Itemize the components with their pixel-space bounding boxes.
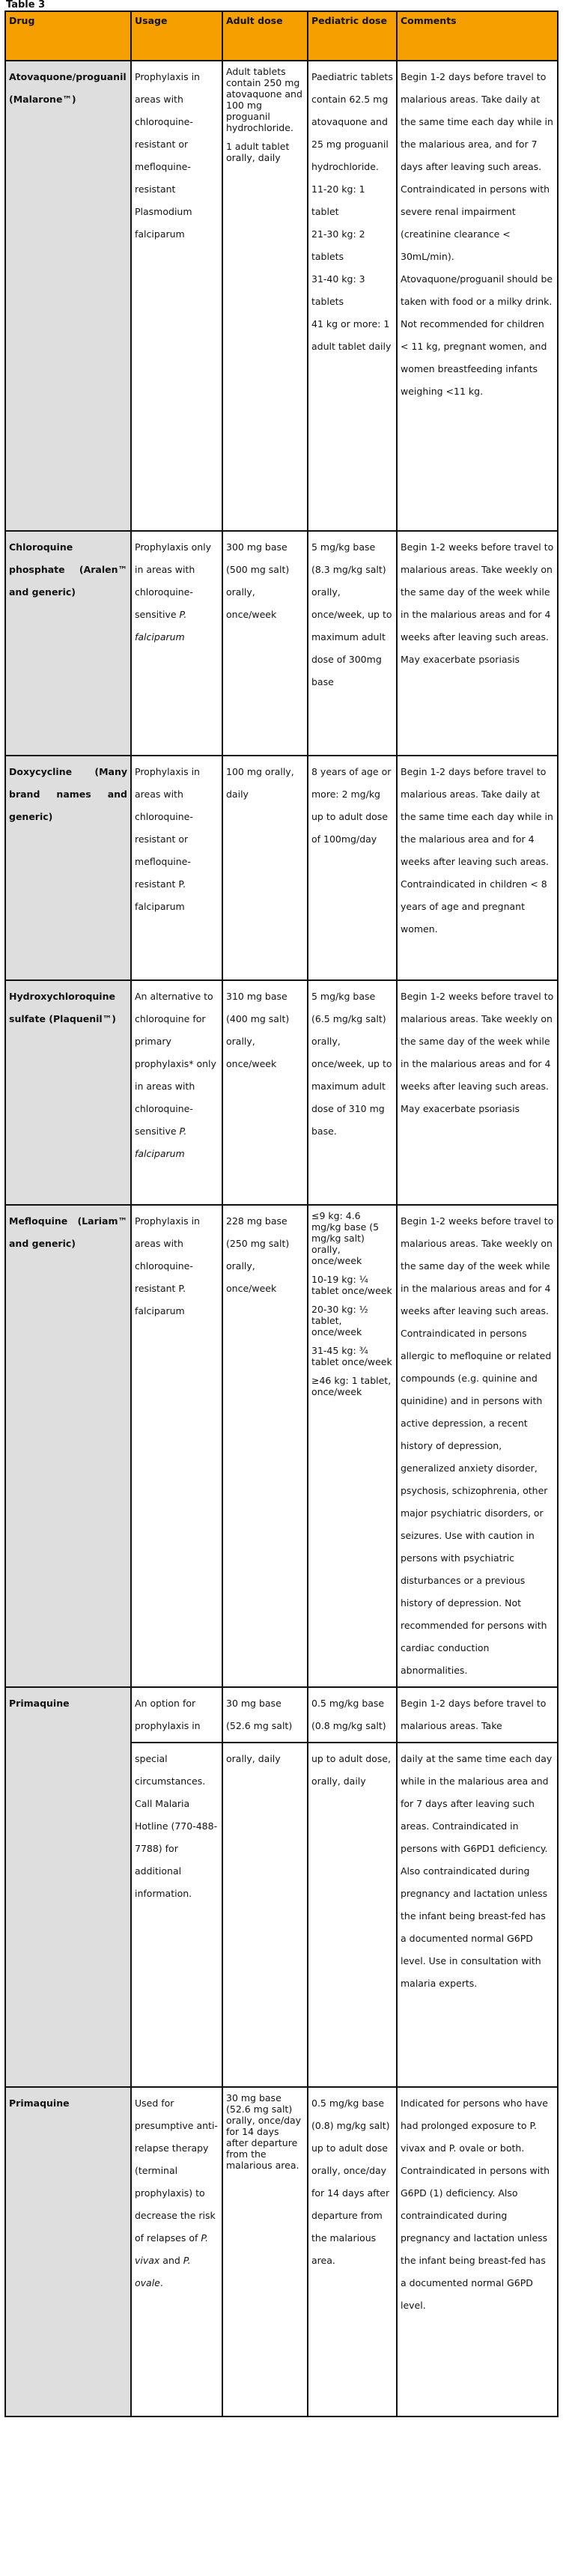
pediatric-dose-text: ≤9 kg: 4.6 mg/kg base (5 mg/kg salt) orally, once/week [311, 1210, 380, 1266]
pediatric-dose-cell: 5 mg/kg base (6.5 mg/kg salt) orally, once/week, up to maximum adult dose of 310 mg base. [308, 980, 397, 1205]
table-row [5, 531, 558, 756]
pediatric-dose-cell: up to adult dose, orally, daily [308, 1743, 397, 2087]
pediatric-dose-text: 31-40 kg: 3 tablets [311, 273, 365, 307]
comments-cell: Begin 1-2 days before travel to malarious areas. Take [397, 1687, 558, 1743]
adult-dose-cell [222, 61, 308, 531]
pediatric-dose-cell: 8 years of age or more: 2 mg/kg up to adult dose of 100mg/day [308, 756, 397, 980]
comments-cell: Indicated for persons who have had prolonged exposure to P. vivax and P. ovale or both. Contraindicated in persons with G6PD (1) deficiency. Also contraindicated during pregnancy and lactation unless the infant being breast-fed has a documented normal G6PD level. [397, 2087, 558, 2416]
header-comments: Comments [397, 11, 558, 61]
adult-dose-cell: 300 mg base (500 mg salt) orally, once/week [222, 531, 308, 756]
adult-dose-cell: 30 mg base (52.6 mg salt) [222, 1687, 308, 1743]
pediatric-dose-text: ≥46 kg: 1 tablet, once/week [311, 1375, 392, 1397]
usage-species: P. ovale [135, 2255, 191, 2288]
pediatric-dose-cell [308, 1205, 397, 1687]
drug-cell: Mefloquine (Lariam™ and generic) [5, 1205, 131, 1687]
header-row [5, 11, 558, 61]
pediatric-dose-text: 21-30 kg: 2 tablets [311, 228, 365, 262]
pediatric-dose-text: 10-19 kg: ¼ tablet once/week [311, 1274, 392, 1296]
adult-dose-cell: orally, daily [222, 1743, 308, 2087]
comments-cell [397, 980, 558, 1205]
drug-cell: Primaquine [5, 1687, 131, 2087]
pediatric-dose-cell: 5 mg/kg base (8.3 mg/kg salt) orally, once/week, up to maximum adult dose of 300mg base [308, 531, 397, 756]
usage-cell: Prophylaxis in areas with chloroquine-resistant P. falciparum [131, 1205, 222, 1687]
usage-text: Used for presumptive anti-relapse therapy (terminal prophylaxis) to decrease the risk of relapses of [135, 2097, 218, 2244]
usage-cell [131, 531, 222, 756]
table-row [5, 756, 558, 980]
pediatric-dose-cell: 0.5 mg/kg base (0.8 mg/kg salt) [308, 1687, 397, 1743]
usage-cell [131, 980, 222, 1205]
pediatric-dose-text: 41 kg or more: 1 adult tablet daily [311, 318, 392, 352]
usage-text: An alternative to chloroquine for primary prophylaxis* only in areas with chloroquine-sensitive [135, 991, 216, 1137]
pediatric-dose-text: 11-20 kg: 1 tablet [311, 183, 365, 217]
drug-cell: Atovaquone/proguanil (Malarone™) [5, 61, 131, 531]
pediatric-dose-text: 31-45 kg: ¾ tablet once/week [311, 1345, 392, 1367]
comments-text: Begin 1-2 weeks before travel to malarious areas. Take weekly on the same day of the week while in the malarious areas and for 4 weeks after leaving such areas. [401, 991, 554, 1092]
comments-cell [397, 1205, 558, 1687]
comments-cell: Begin 1-2 days before travel to malarious areas. Take daily at the same time each day while in the malarious area, and for 7 days after leaving such areas. Contraindicated in persons with severe renal impairment (creatinine clearance < 30mL/min). Atovaquone/proguanil should be taken with food or a milky drink. Not recommended for children < 11 kg, pregnant women, and women breastfeeding infants weighing <11 kg. [397, 61, 558, 531]
pediatric-dose-text: Paediatric tablets contain 62.5 mg atovaquone and 25 mg proguanil hydrochloride. [311, 71, 393, 172]
drug-cell: Hydroxychloroquine sulfate (Plaquenil™) [5, 980, 131, 1205]
usage-text: . [159, 2277, 163, 2288]
header-usage: Usage [131, 11, 222, 61]
usage-cell: Prophylaxis in areas with chloroquine-resistant or mefloquine-resistant P. falciparum [131, 756, 222, 980]
table-row [5, 980, 558, 1205]
adult-dose-text: 1 adult tablet orally, daily [226, 141, 290, 163]
usage-species: P. vivax [135, 2232, 209, 2266]
adult-dose-cell: 100 mg orally, daily [222, 756, 308, 980]
usage-cell: An option for prophylaxis in [131, 1687, 222, 1743]
pediatric-dose-text: 20-30 kg: ½ tablet, once/week [311, 1304, 368, 1337]
header-drug: Drug [5, 11, 131, 61]
usage-cell: special circumstances. Call Malaria Hotline (770-488-7788) for additional information. [131, 1743, 222, 2087]
adult-dose-cell: 228 mg base (250 mg salt) orally, once/week [222, 1205, 308, 1687]
comments-note: Contraindicated in persons allergic to mefloquine or related compounds (e.g. quinine and quinidine) and in persons with active depression, a recent history of depression, generalized anxiety disorder, psychosis, schizophrenia, other major psychiatric disorders, or seizures. Use with caution in persons with psychiatric disturbances or a previous history of depression. Not recommended for persons with cardiac conduction abnormalities. [401, 1328, 552, 1676]
comments-text: Begin 1-2 weeks before travel to malarious areas. Take weekly on the same day of the week while in the malarious areas and for 4 weeks after leaving such areas. [401, 1215, 554, 1316]
usage-cell [131, 2087, 222, 2416]
usage-text: Prophylaxis only in areas with chloroquine-sensitive [135, 541, 212, 620]
comments-cell [397, 531, 558, 756]
pediatric-dose-cell: 0.5 mg/kg base (0.8) mg/kg salt) up to adult dose orally, once/day for 14 days after departure from the malarious area. [308, 2087, 397, 2416]
document [4, 0, 559, 2417]
table-caption: Table 3 [6, 0, 46, 10]
usage-cell: Prophylaxis in areas with chloroquine-resistant or mefloquine-resistant Plasmodium falciparum [131, 61, 222, 531]
adult-dose-text: Adult tablets contain 250 mg atovaquone and 100 mg proguanil hydrochloride. [226, 66, 302, 133]
drug-cell: Doxycycline (Many brand names and generic) [5, 756, 131, 980]
drug-cell: Chloroquine phosphate (Aralen™ and generic) [5, 531, 131, 756]
malaria-prophylaxis-table [4, 10, 559, 2417]
table-row [5, 2087, 558, 2416]
drug-cell: Primaquine [5, 2087, 131, 2416]
adult-dose-cell: 310 mg base (400 mg salt) orally, once/week [222, 980, 308, 1205]
usage-species: P. falciparum [135, 1126, 187, 1159]
usage-text: and [159, 2255, 183, 2266]
comments-note: May exacerbate psoriasis [401, 1103, 520, 1114]
usage-species: P. falciparum [135, 609, 187, 643]
header-pediatric-dose: Pediatric dose [308, 11, 397, 61]
table-row [5, 1687, 558, 1743]
table-row [5, 1205, 558, 1687]
comments-note: May exacerbate psoriasis [401, 654, 520, 665]
comments-text: Begin 1-2 weeks before travel to malarious areas. Take weekly on the same day of the week while in the malarious areas and for 4 weeks after leaving such areas. [401, 541, 554, 643]
header-adult-dose: Adult dose [222, 11, 308, 61]
table-row [5, 61, 558, 531]
adult-dose-cell: 30 mg base (52.6 mg salt) orally, once/day for 14 days after departure from the malarious area. [222, 2087, 308, 2416]
comments-cell: Begin 1-2 days before travel to malarious areas. Take daily at the same time each day while in the malarious area and for 4 weeks after leaving such areas. Contraindicated in children < 8 years of age and pregnant women. [397, 756, 558, 980]
comments-cell: daily at the same time each day while in the malarious area and for 7 days after leaving such areas. Contraindicated in persons with G6PD1 deficiency. Also contraindicated during pregnancy and lactation unless the infant being breast-fed has a documented normal G6PD level. Use in consultation with malaria experts. [397, 1743, 558, 2087]
pediatric-dose-cell [308, 61, 397, 531]
